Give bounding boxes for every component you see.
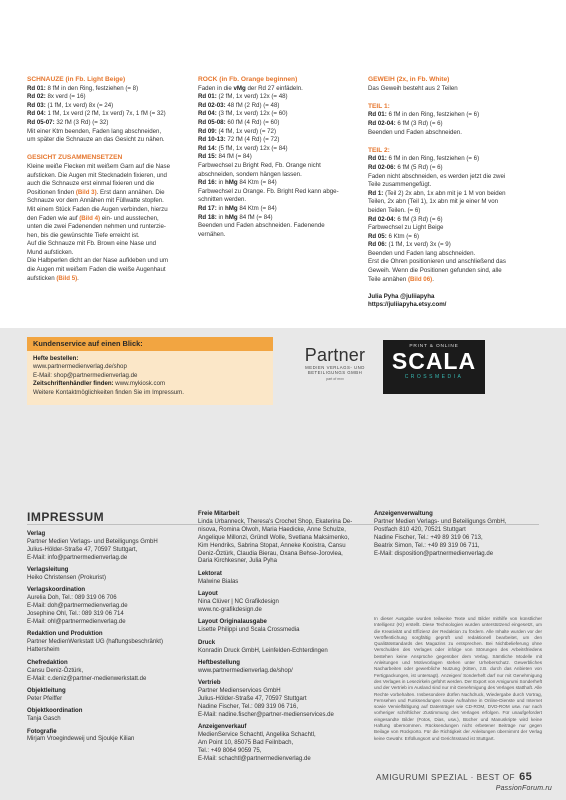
text-line: Das Geweih besteht aus 2 Teilen: [368, 84, 458, 92]
impressum-line: Cansu Deniz-Öztürk,: [27, 667, 84, 674]
instruction-row: [27, 85, 197, 94]
impressum-line: Heiko Christensen (Prokurist): [27, 575, 106, 582]
round-label: Rd 03:: [27, 101, 46, 109]
impressum-heading: Layout Originalausgabe: [198, 619, 267, 626]
round-label: Rd 02-03:: [198, 101, 226, 109]
round-text: 48 fM (2 Rd) (= 48): [225, 101, 280, 109]
instruction-row: [27, 110, 197, 119]
round-text: der Rd 27 einfädeln.: [245, 84, 303, 92]
impressum-block: [198, 640, 370, 656]
instruction-row: [198, 214, 368, 223]
impressum-line: Linda Urbanneck, Theresa's Crochet Shop, Ekaterina De-: [198, 518, 353, 525]
instruction-row: [368, 155, 543, 164]
round-text: (5 fM, 1x verd) 12x (= 84): [216, 144, 288, 152]
instruction-row: [27, 189, 197, 198]
round-text: (1 fM, 1x verd) 8x (= 24): [45, 101, 114, 109]
instruction-row: [27, 119, 197, 128]
section-heading: TEIL 1:: [368, 102, 390, 110]
round-label: Rd 02-04:: [368, 119, 396, 127]
impressum-block: [198, 680, 370, 720]
round-text: in: [216, 213, 225, 221]
instruction-row: [198, 110, 368, 119]
impressum-line: Beatrix Simon, Tel.: +49 89 319 06 711,: [374, 542, 480, 549]
instruction-row: [368, 190, 543, 199]
text-line: Kleine weiße Flecken mit weißem Garn auf die Nase: [27, 162, 170, 170]
instruction-row: [27, 275, 197, 284]
stitch-term: hMg: [224, 179, 238, 187]
instruction-row: [368, 111, 543, 120]
round-text: 6 fM (3 Rd) (= 6): [395, 119, 443, 127]
image-reference: (Bild 5): [56, 274, 78, 282]
round-text: 32 fM (3 Rd) (= 32): [54, 118, 109, 126]
text-line: aufsticken. Die Augen mit Stecknadeln fixieren, und: [27, 171, 167, 179]
impressum-line: Julius-Hölder-Straße 47, 70597 Stuttgart: [198, 696, 307, 703]
instruction-row: [27, 102, 197, 111]
text-line: Farbwechsel zu Light Beige: [368, 224, 444, 232]
impressum-heading: Verlagskoordination: [27, 587, 86, 594]
round-text: 6 fM (3 Rd) (= 6): [395, 215, 443, 223]
impressum-block: [374, 511, 542, 558]
column-schnauze: [27, 75, 197, 283]
impressum-line: Partner Medienservices GmbH: [198, 688, 281, 695]
round-label: Rd 09:: [198, 127, 217, 135]
instruction-row: [198, 119, 368, 128]
watermark: PassionForum.ru: [495, 785, 552, 792]
impressum-line: Julius-Hölder-Straße 47, 70597 Stuttgart,: [27, 546, 138, 553]
round-label: Rd 1:: [368, 189, 384, 197]
round-text: 72 fM (4 Rd) (= 72): [225, 136, 280, 144]
text-line: Beenden und Faden lang abschneiden.: [368, 249, 476, 257]
instruction-row: [368, 120, 543, 129]
impressum-block: [27, 631, 197, 655]
impressum-line: Partner Medien Verlags- und Beteiligungs GmbH,: [374, 518, 507, 525]
contact-note: Weitere Kontaktmöglichkeiten finden Sie im Impressum.: [33, 388, 184, 396]
impressum-line: Nadine Fischer, Tel.: +49 89 319 06 713,: [374, 534, 483, 541]
kundenservice-box: [27, 337, 273, 405]
text-line: Geweih. Wenn die Positionen gefunden sind, alle: [368, 267, 502, 275]
page-footer: [376, 771, 532, 783]
round-text: in: [216, 204, 225, 212]
instruction-row: [368, 241, 543, 250]
impressum-line: Daria Kirchkesner, Julia Pyha: [198, 558, 277, 565]
impressum-heading: Anzeigenverwaltung: [374, 511, 433, 517]
round-label: Rd 01:: [368, 111, 387, 119]
impressum-line: Tanja Gasch: [27, 716, 61, 723]
impressum-line: Hattersheim: [27, 647, 60, 654]
impressum-block: [198, 511, 370, 566]
instruction-row: [198, 153, 368, 162]
text-line: Schnauze vor dem Annähen mit Füllwatte stopfen.: [27, 197, 164, 205]
image-reference: (Bild 3): [75, 188, 97, 196]
text-line: Teile zusammengefügt.: [368, 181, 432, 189]
text-line: abschneiden, sondern hängen lassen.: [198, 170, 302, 178]
round-label: Rd 01:: [368, 155, 387, 163]
impressum-line: www.nc-grafikdesign.de: [198, 606, 262, 613]
impressum-heading: Heftbestellung: [198, 660, 240, 666]
round-label: Rd 02:: [27, 93, 46, 101]
impressum-heading: Druck: [198, 639, 216, 646]
impressum-block: [198, 591, 370, 615]
kundenservice-title: Kundenservice auf einen Blick:: [27, 337, 273, 351]
spacer: [368, 137, 543, 146]
text-line: schnitten werden.: [198, 196, 247, 204]
partner-logo-word: Partner: [304, 345, 366, 365]
column-rock: [198, 75, 368, 239]
text-segment: ein- und ausstechen,: [100, 214, 159, 222]
round-text: (3 fM, 1x verd) 12x (= 60): [216, 110, 288, 118]
text-segment: .: [77, 274, 79, 282]
round-label: Rd 01:: [198, 93, 217, 101]
impressum-line: Malwine Bialas: [198, 578, 239, 585]
partner-logo: [294, 345, 376, 391]
impressum-column-2: [198, 511, 370, 768]
round-text: 84 Ktm (= 84): [237, 204, 277, 212]
instruction-row: [368, 293, 543, 302]
round-label: https://juliiapyha.etsy.com/: [368, 301, 447, 309]
text-segment: aufsticken: [27, 274, 57, 282]
round-text: 1 fM, 1x verd (2 fM, 1x verd) 7x, 1 fM (= 32): [45, 110, 166, 118]
round-text: 6 fM in den Ring, festziehen (= 6): [386, 155, 480, 163]
impressum-title: IMPRESSUM: [27, 510, 105, 524]
text-segment: . Erst dann annähen. Die: [96, 188, 165, 196]
impressum-line: Postfach 810 420, 70521 Stuttgart: [374, 526, 466, 533]
impressum-line: E-Mail: doh@partnermedienverlag.de: [27, 603, 128, 610]
impressum-block: [27, 688, 197, 704]
impressum-heading: Freie Mitarbeit: [198, 511, 240, 517]
text-line: Mit einer Ktm beenden, Faden lang abschneiden,: [27, 127, 162, 135]
instruction-row: [27, 93, 197, 102]
round-label: Rd 04:: [198, 110, 217, 118]
scala-logo-word: SCALA: [391, 348, 477, 374]
round-label: Rd 15:: [198, 153, 217, 161]
impressum-heading: Vertrieb: [198, 680, 221, 687]
text-line: Die Halbperlen dicht an der Nase aufkleben und um: [27, 257, 168, 265]
round-label: Julia Pyha @juliiapyha: [368, 292, 435, 300]
text-line: Faden nicht abschneiden, es werden jetzt die zwei: [368, 172, 506, 180]
text-line: Auf die Schnauze mit Fb. Brown eine Nase und: [27, 240, 157, 248]
stitch-term: hMg: [224, 213, 238, 221]
impressum-block: [27, 660, 197, 684]
partner-logo-sub2: BETEILIGUNGS GMBH: [307, 370, 363, 376]
impressum-line: nisova, Romina Olwoh, Maria Haedicke, Anne Schulze,: [198, 526, 346, 533]
magazine-name: AMIGURUMI SPEZIAL · BEST OF: [376, 773, 516, 782]
spacer: [368, 93, 543, 102]
instruction-row: [368, 216, 543, 225]
impressum-line: E-Mail: nadine.fischer@partner-medienservices.de: [198, 711, 334, 718]
column-geweih: [368, 75, 543, 310]
text-line: beiden Teilen. (= 6): [368, 206, 421, 214]
spacer: [27, 145, 197, 154]
impressum-line: Partner Medien Verlags- und Beteiligungs GmbH: [27, 538, 158, 545]
round-label: Rd 02-06:: [368, 163, 396, 171]
round-label: Rd 04:: [27, 110, 46, 118]
impressum-line: Am Point 10, 85075 Bad Feilnbach,: [198, 740, 294, 747]
section-heading: GESICHT ZUSAMMENSETZEN: [27, 154, 123, 162]
spacer: [368, 284, 543, 293]
text-line: Erst die Ohren positionieren und anschließend das: [368, 258, 506, 266]
impressum-heading: Chefredaktion: [27, 659, 68, 666]
text-line: unten die zwei Fadenenden nehmen und runterzie-: [27, 223, 166, 231]
text-line: hen, bis die gewünschte Tiefe erreicht ist.: [27, 231, 140, 239]
round-label: Rd 05-07:: [27, 118, 55, 126]
text-line: auch die Schnauze erst einmal fixieren und die: [27, 180, 155, 188]
impressum-line: E-Mail: info@partnermedienverlag.de: [27, 554, 128, 561]
retailer-line: [33, 380, 267, 388]
instruction-row: [368, 233, 543, 242]
impressum-heading: Verlag: [27, 531, 46, 537]
instruction-row: [27, 215, 197, 224]
round-text: 6 Ktm (= 6): [386, 232, 420, 240]
impressum-column-3: [374, 511, 542, 563]
impressum-block: [198, 660, 370, 676]
text-line: Farbwechsel zu Orange. Fb. Bright Red kann abge-: [198, 187, 339, 195]
image-reference: (Bild 4): [79, 214, 101, 222]
kundenservice-body: [27, 351, 273, 405]
round-text: 6 fM in den Ring, festziehen (= 6): [386, 111, 480, 119]
section-heading: TEIL 2:: [368, 146, 390, 154]
round-label: Rd 17:: [198, 204, 217, 212]
round-text: (Teil 2) 2x abn, 1x abn mit je 1 M von beiden: [383, 189, 506, 197]
scala-logo-top: PRINT & ONLINE: [409, 344, 459, 349]
impressum-column-1: [27, 531, 197, 749]
shop-email[interactable]: E-Mail: shop@partnermedienverlag.de: [33, 371, 138, 379]
legal-notice: In dieser Ausgabe wurden teilweise Texte und Bilder mithilfe von künstlicher Intelligenz (KI) erstellt. Diese Technologien wurden unterstützend eingesetzt, um die Kreativität und Effizienz der Redaktion zu fördern. Alle Inhalte wurden vor der Veröffentlichung sorgfältig geprüft und redaktionell bearbeitet, um den Qualitätsstandards des Magazins zu entsprechen. Bei Nichtbelieferung ohne Verschulden des Verlages oder infolge von Störungen des Arbeitsfriedens bestehen keine Ansprüche gegenüber dem Verlag. Sämtliche Modelle mit Anleitungen und Motivvorlagen stehen unter Urheberschutz. Gewerbliches Nacharbeiten oder gewerbliche Nutzung (Kitten, z.B. durch das Anbieten von Fertigpackungen, ist untersagt). Anzeigen/ Sonderheft darf nur mit Genehmigung des Verlages in Lesezirkeln geführt werden. Der Export von Amigurumi Sonderheft und der Vertrieb im Ausland sind nur mit Genehmigung des Verlages statthaft. Alle Rechte vorbehalten. Insbesondere dürfen Nachdruck, Wiedergabe durch Vortrag, Fernsehen und Funksendungen sowie Aufnahme in Online-Dienste und Internet sowie Vervielfältigung auf Datenträger wie CD-ROM, DVD-ROM usw. nur nach vorheriger schriftlicher Zustimmung des Verlages erfolgen. Für unaufgefordert eingesandte Bilder (Fotos, Dias, usw.), Bücher und Manuskripte wird keine Haftung übernommen. Rücksendungen nicht erbetener Beiträge nur gegen Beilage von Rückporto. Für die Richtigkeit der Anleitungen übernimmt der Verlag keine Gewähr. Erfüllungsort und Gerichtsstand ist Stuttgart.: [374, 616, 542, 741]
instruction-row: [368, 164, 543, 173]
round-label: Rd 02-04:: [368, 215, 396, 223]
impressum-line: Mirjam Vroegindeweij und Sjoukje Kilian: [27, 736, 135, 743]
text-line: Beenden und Faden abschneiden. Fadenende: [198, 222, 325, 230]
partner-logo-sub3: part of mxv: [326, 377, 344, 382]
round-text: (2 fM, 1x verd) 12x (= 48): [216, 93, 288, 101]
round-text: (4 fM, 1x verd) (= 72): [216, 127, 276, 135]
round-text: 60 fM (4 Rd) (= 60): [225, 118, 280, 126]
text-line: Farbwechsel zu Bright Red, Fb. Orange nicht: [198, 161, 321, 169]
instruction-row: [198, 85, 368, 94]
scala-logo: [383, 340, 485, 394]
impressum-block: [198, 724, 370, 764]
impressum-line: www.partnermedienverlag.de/shop/: [198, 667, 293, 674]
impressum-heading: Verlagsleitung: [27, 567, 69, 574]
impressum-heading: Redaktion und Produktion: [27, 631, 103, 638]
round-label: Rd 10-13:: [198, 136, 226, 144]
round-label: Rd 14:: [198, 144, 217, 152]
instruction-row: [198, 93, 368, 102]
text-segment: .: [432, 275, 434, 283]
impressum-line: Kim Hendriks, Sabrina Stopat, Anneke Kooistra, Cansu: [198, 542, 346, 549]
impressum-block: [27, 531, 197, 563]
mykiosk-link[interactable]: www.mykiosk.com: [113, 380, 166, 388]
order-label: Hefte bestellen:: [33, 355, 79, 362]
instruction-row: [198, 205, 368, 214]
text-segment: Positionen finden: [27, 188, 76, 196]
section-heading: SCHNAUZE (in Fb. Light Beige): [27, 76, 126, 83]
pattern-section: [0, 0, 566, 328]
impressum-line: Lisette Philippi und Scala Crossmedia: [198, 627, 300, 634]
text-line: Beenden und Faden abschneiden.: [368, 128, 462, 136]
stitch-term: hMg: [224, 204, 238, 212]
text-line: Teilen, 2x abn (Teil 1), 1x abn mit je einer M von: [368, 198, 499, 206]
text-line: Mit einem Stück Faden die Augen verbinden, hierzu: [27, 205, 168, 213]
impressum-line: E-Mail: ohl@partnermedienverlag.de: [27, 619, 126, 626]
text-line: um später die Schnauze an das Gesicht zu nähen.: [27, 136, 165, 144]
instruction-row: [368, 301, 543, 310]
retailer-label: Zeitschriftenhändler finden:: [33, 380, 114, 388]
round-text: in: [216, 179, 225, 187]
impressum-line: Angelique Millonzi, Gründl Wolle, Svetlana Maksimenko,: [198, 534, 350, 541]
impressum-line: E-Mail: schachtl@partnermedienverlag.de: [198, 755, 311, 762]
instruction-row: [198, 102, 368, 111]
impressum-line: Nina Clüver | NC Grafikdesign: [198, 599, 279, 606]
round-text: 84 fM (= 84): [216, 153, 252, 161]
impressum-line: Deniz-Öztürk, Claudia Bierau, Oxana Behse-Jorovlea,: [198, 550, 343, 557]
scala-logo-sub: CROSSMEDIA: [404, 374, 464, 380]
section-heading: ROCK (in Fb. Orange beginnen): [198, 76, 298, 83]
impressum-line: E-Mail: c.deniz@partner-medienwerkstatt.de: [27, 675, 147, 682]
impressum-heading: Anzeigenverkauf: [198, 724, 247, 731]
impressum-line: Nadine Fischer, Tel.: 089 319 06 716,: [198, 704, 299, 711]
round-text: 8 fM in den Ring, festziehen (= 8): [45, 84, 139, 92]
impressum-line: Peter Pfeiffer: [27, 695, 63, 702]
text-segment: Teile annähen: [368, 275, 408, 283]
shop-link[interactable]: www.partnermedienverlag.de/shop: [33, 363, 127, 371]
impressum-heading: Layout: [198, 591, 218, 598]
instruction-row: [198, 128, 368, 137]
text-line: die Augen mit weißem Faden die weiße Augenhaut: [27, 266, 166, 274]
impressum-heading: Objektkoordination: [27, 708, 83, 715]
instruction-row: [368, 276, 543, 285]
impressum-line: Konradin Druck GmbH, Leinfelden-Echterdingen: [198, 647, 328, 654]
round-text: Faden in die: [198, 84, 234, 92]
impressum-line: Tel.: +49 8064 9059 75,: [198, 748, 262, 755]
text-line: Mund aufsticken.: [27, 248, 74, 256]
section-heading: GEWEIH (2x, in Fb. White): [368, 76, 450, 83]
impressum-heading: Objektleitung: [27, 687, 66, 694]
round-text: 84 fM (= 84): [237, 213, 273, 221]
impressum-block: [27, 567, 197, 583]
round-label: Rd 16:: [198, 179, 217, 187]
impressum-block: [198, 619, 370, 635]
impressum-line: Josephine Ohl, Tel.: 089 319 06 714: [27, 611, 124, 618]
text-segment: den Faden wie auf: [27, 214, 80, 222]
image-reference: (Bild 06): [407, 275, 433, 283]
impressum-line: Partner MedienWerkstatt UG (haftungsbeschränkt): [27, 639, 164, 646]
instruction-row: [198, 136, 368, 145]
round-label: Rd 01:: [27, 84, 46, 92]
impressum-heading: Fotografie: [27, 728, 57, 735]
impressum-line: E-Mail: disposition@partnermedienverlag.de: [374, 550, 494, 557]
instruction-row: [198, 179, 368, 188]
impressum-heading: Lektorat: [198, 570, 222, 577]
impressum-line: Aurelia Doh, Tel.: 089 319 06 706: [27, 595, 117, 602]
text-line: vernähen.: [198, 230, 226, 238]
round-label: Rd 05-08:: [198, 118, 226, 126]
impressum-line: MedienService Schachtl, Angelika Schachtl,: [198, 732, 316, 739]
round-label: Rd 06:: [368, 241, 387, 249]
impressum-block: [27, 587, 197, 627]
impressum-block: [198, 571, 370, 587]
impressum-block: [27, 729, 197, 745]
stitch-term: vMg: [233, 84, 246, 92]
page-number: 65: [519, 771, 533, 783]
round-label: Rd 18:: [198, 213, 217, 221]
round-text: 8x verd (= 16): [45, 93, 86, 101]
round-label: Rd 05:: [368, 232, 387, 240]
round-text: (1 fM, 1x verd) 3x (= 9): [386, 241, 451, 249]
partner-logo-sub1: MEDIEN VERLAGS- UND: [305, 365, 365, 370]
instruction-row: [198, 145, 368, 154]
impressum-block: [27, 708, 197, 724]
round-text: 6 fM (5 Rd) (= 6): [395, 163, 443, 171]
round-text: 84 Ktm (= 84): [237, 179, 277, 187]
